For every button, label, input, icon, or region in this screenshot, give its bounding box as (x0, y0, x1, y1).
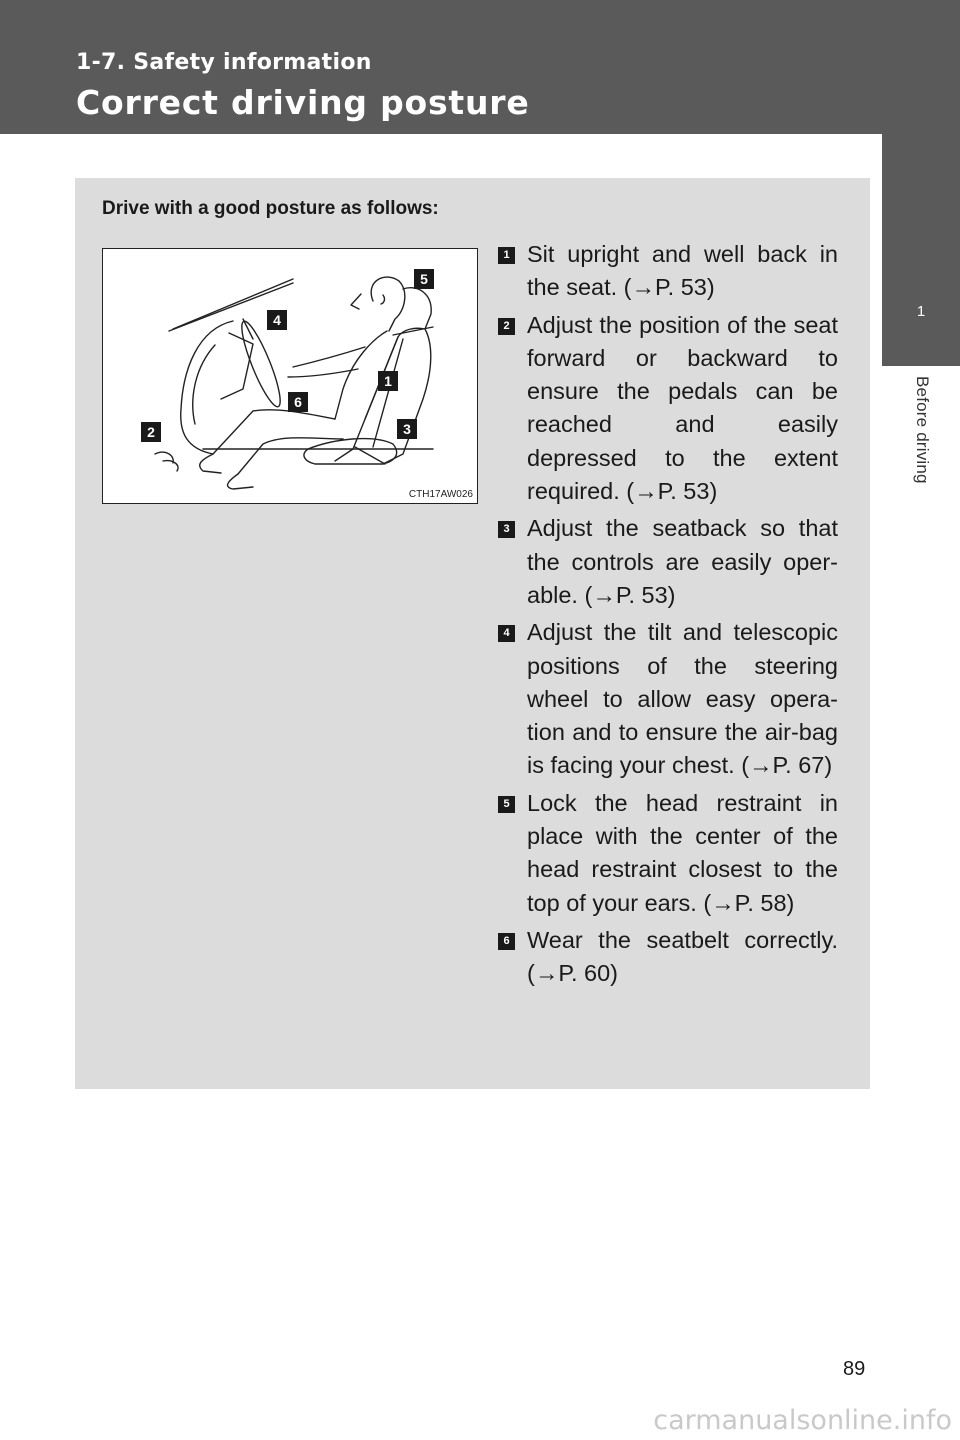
step-text: Wear the seatbelt correctly. (→P. 60) (527, 926, 838, 987)
step-badge: 5 (498, 796, 515, 813)
chapter-name: Before driving (913, 376, 932, 484)
posture-drawing (103, 249, 476, 502)
callout-4 (267, 310, 287, 330)
callout-2 (141, 422, 161, 442)
svg-text:2: 2 (147, 424, 155, 440)
svg-text:6: 6 (294, 394, 302, 410)
watermark: carmanualsonline.info (653, 1405, 952, 1436)
page-title: Correct driving posture (76, 83, 530, 122)
step-badge: 2 (498, 318, 515, 335)
step-badge: 1 (498, 247, 515, 264)
svg-text:3: 3 (403, 421, 411, 437)
step-text: Lock the head restraint in place with the center of the head restraint closest to the top of your ears. (→P. 58) (527, 789, 838, 916)
step-item (498, 787, 838, 920)
page-number: 89 (843, 1358, 866, 1380)
step-item (498, 238, 838, 305)
page-header (0, 0, 960, 134)
posture-illustration (102, 248, 478, 504)
intro-text: Drive with a good posture as follows: (102, 198, 439, 219)
posture-info-box (75, 178, 870, 1089)
step-item (498, 309, 838, 509)
chapter-side-tab (882, 134, 960, 1134)
section-label: 1-7. Safety information (76, 50, 372, 75)
step-text: Sit upright and well back in the seat. (→P. 53) (527, 241, 838, 301)
step-item (498, 924, 838, 991)
svg-text:5: 5 (420, 271, 428, 287)
step-text: Adjust the position of the seat forward or backward to ensure the pedals can be reached and easily depressed to the extent required. (→P. 53) (527, 311, 838, 505)
step-item (498, 512, 838, 612)
side-tab-strip (882, 134, 960, 248)
step-badge: 4 (498, 625, 515, 642)
step-badge: 3 (498, 521, 515, 538)
chapter-number: 1 (916, 303, 926, 320)
step-text: Adjust the seatback so that the controls are easily oper-able. (→P. 53) (527, 515, 838, 608)
callout-1 (378, 371, 398, 391)
step-badge: 6 (498, 933, 515, 950)
figure-code: CTH17AW026 (408, 489, 473, 500)
svg-text:1: 1 (384, 373, 392, 389)
posture-steps (498, 238, 838, 995)
callout-6 (288, 392, 308, 412)
step-text: Adjust the tilt and telescopic positions of the steering wheel to allow easy opera-tion and to ensure the air-bag is facing your chest. (→P. 67) (527, 619, 838, 779)
chapter-tab[interactable] (882, 248, 960, 366)
callout-3 (397, 419, 417, 439)
svg-text:4: 4 (273, 312, 281, 328)
callout-5 (414, 269, 434, 289)
step-item (498, 616, 838, 782)
